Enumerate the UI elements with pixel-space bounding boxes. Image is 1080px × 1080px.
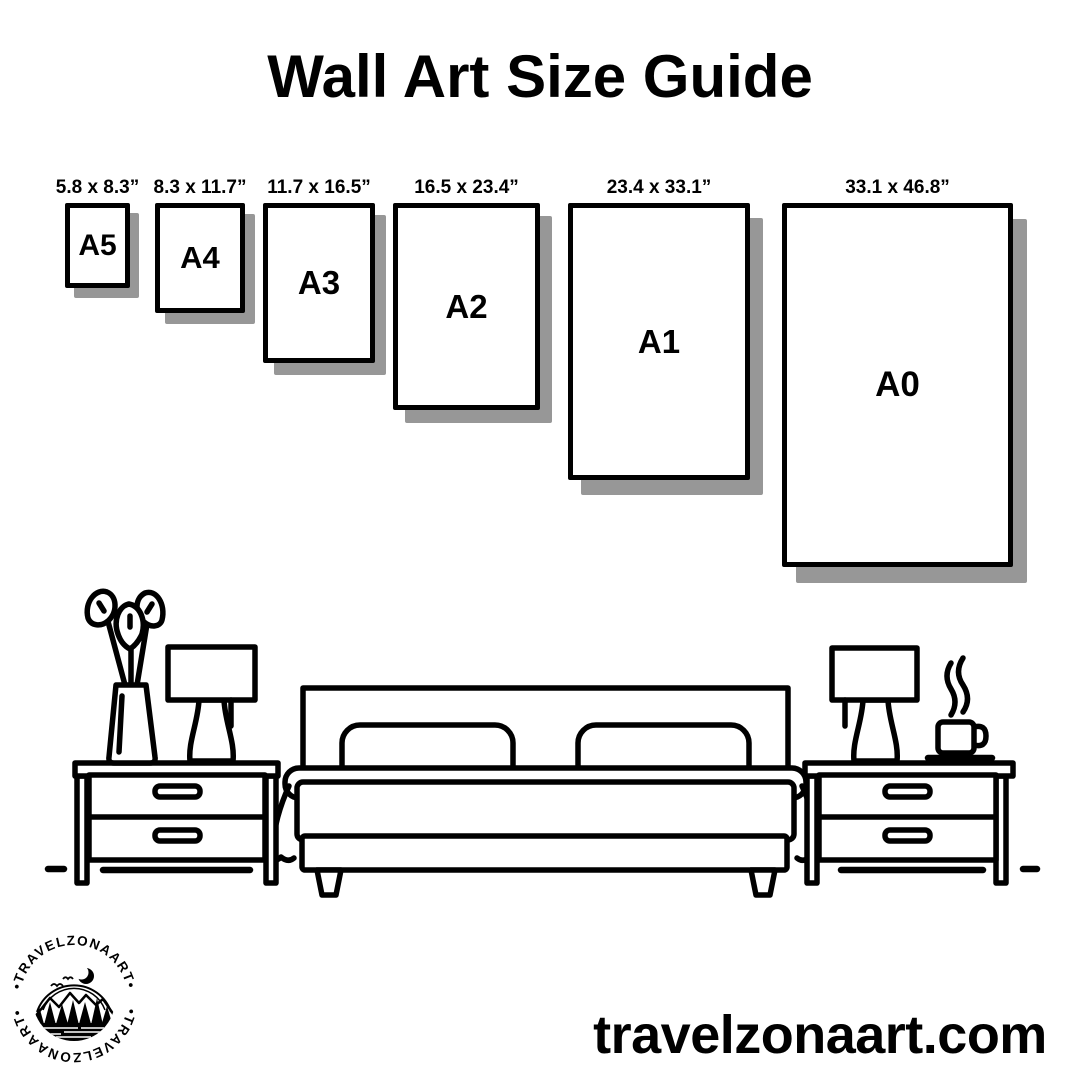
bird-icon bbox=[63, 977, 73, 979]
drawer-handle bbox=[155, 830, 200, 841]
table-lamp-left-icon bbox=[168, 647, 255, 761]
drawer-handle bbox=[155, 786, 200, 797]
paper-size-a2 bbox=[393, 177, 540, 410]
drawer-handle bbox=[885, 786, 930, 797]
bird-icon bbox=[51, 984, 63, 986]
paper-size-a0 bbox=[782, 177, 1013, 567]
bed-leg-left bbox=[317, 870, 341, 895]
vase bbox=[109, 685, 155, 763]
website-url: travelzonaart.com bbox=[593, 1005, 1047, 1065]
paper-size-a4 bbox=[153, 177, 247, 313]
drawer-handle bbox=[885, 830, 930, 841]
paper-dimensions-label: 16.5 x 23.4” bbox=[414, 177, 519, 198]
lamp-base bbox=[190, 700, 234, 761]
paper-size-label: A0 bbox=[875, 365, 920, 404]
brand-logo-badge bbox=[6, 930, 142, 1066]
steam bbox=[959, 658, 968, 712]
potted-plant-icon bbox=[87, 591, 163, 763]
paper-dimensions-label: 5.8 x 8.3” bbox=[55, 177, 140, 198]
bedroom-scene-illustration bbox=[0, 580, 1080, 920]
paper-dimensions-label: 8.3 x 11.7” bbox=[153, 177, 247, 198]
paper-dimensions-label: 11.7 x 16.5” bbox=[267, 177, 371, 198]
logo-arc-text-top: •TRAVELZONAART• bbox=[8, 932, 140, 991]
paper-size-a5 bbox=[55, 177, 140, 288]
nightstand-leg bbox=[807, 776, 817, 883]
bed-icon bbox=[265, 688, 826, 895]
duvet bbox=[297, 782, 794, 840]
paper-size-label: A2 bbox=[445, 287, 488, 325]
bed-base bbox=[302, 836, 787, 870]
lamp-base bbox=[854, 700, 898, 761]
lamp-shade bbox=[168, 647, 255, 700]
nightstand-leg bbox=[77, 776, 87, 883]
paper-size-a1 bbox=[568, 177, 750, 480]
logo-arc-text-bottom: •TRAVELZONAART• bbox=[8, 1007, 140, 1066]
nightstand-left-icon bbox=[75, 763, 278, 883]
paper-dimensions-label: 33.1 x 46.8” bbox=[845, 177, 950, 198]
mug bbox=[938, 722, 974, 753]
nightstand-right-icon bbox=[805, 763, 1013, 883]
coffee-cup-icon bbox=[928, 658, 992, 758]
paper-size-label: A4 bbox=[180, 240, 220, 275]
bed-leg-right bbox=[751, 870, 775, 895]
paper-size-label: A5 bbox=[78, 228, 117, 262]
lamp-shade bbox=[832, 648, 917, 700]
paper-size-a3 bbox=[263, 177, 375, 363]
page-title: Wall Art Size Guide bbox=[267, 43, 813, 110]
steam bbox=[947, 663, 955, 715]
paper-size-label: A1 bbox=[637, 322, 681, 360]
paper-size-label: A3 bbox=[297, 264, 341, 301]
paper-dimensions-label: 23.4 x 33.1” bbox=[606, 177, 712, 198]
table-lamp-right-icon bbox=[832, 648, 917, 761]
